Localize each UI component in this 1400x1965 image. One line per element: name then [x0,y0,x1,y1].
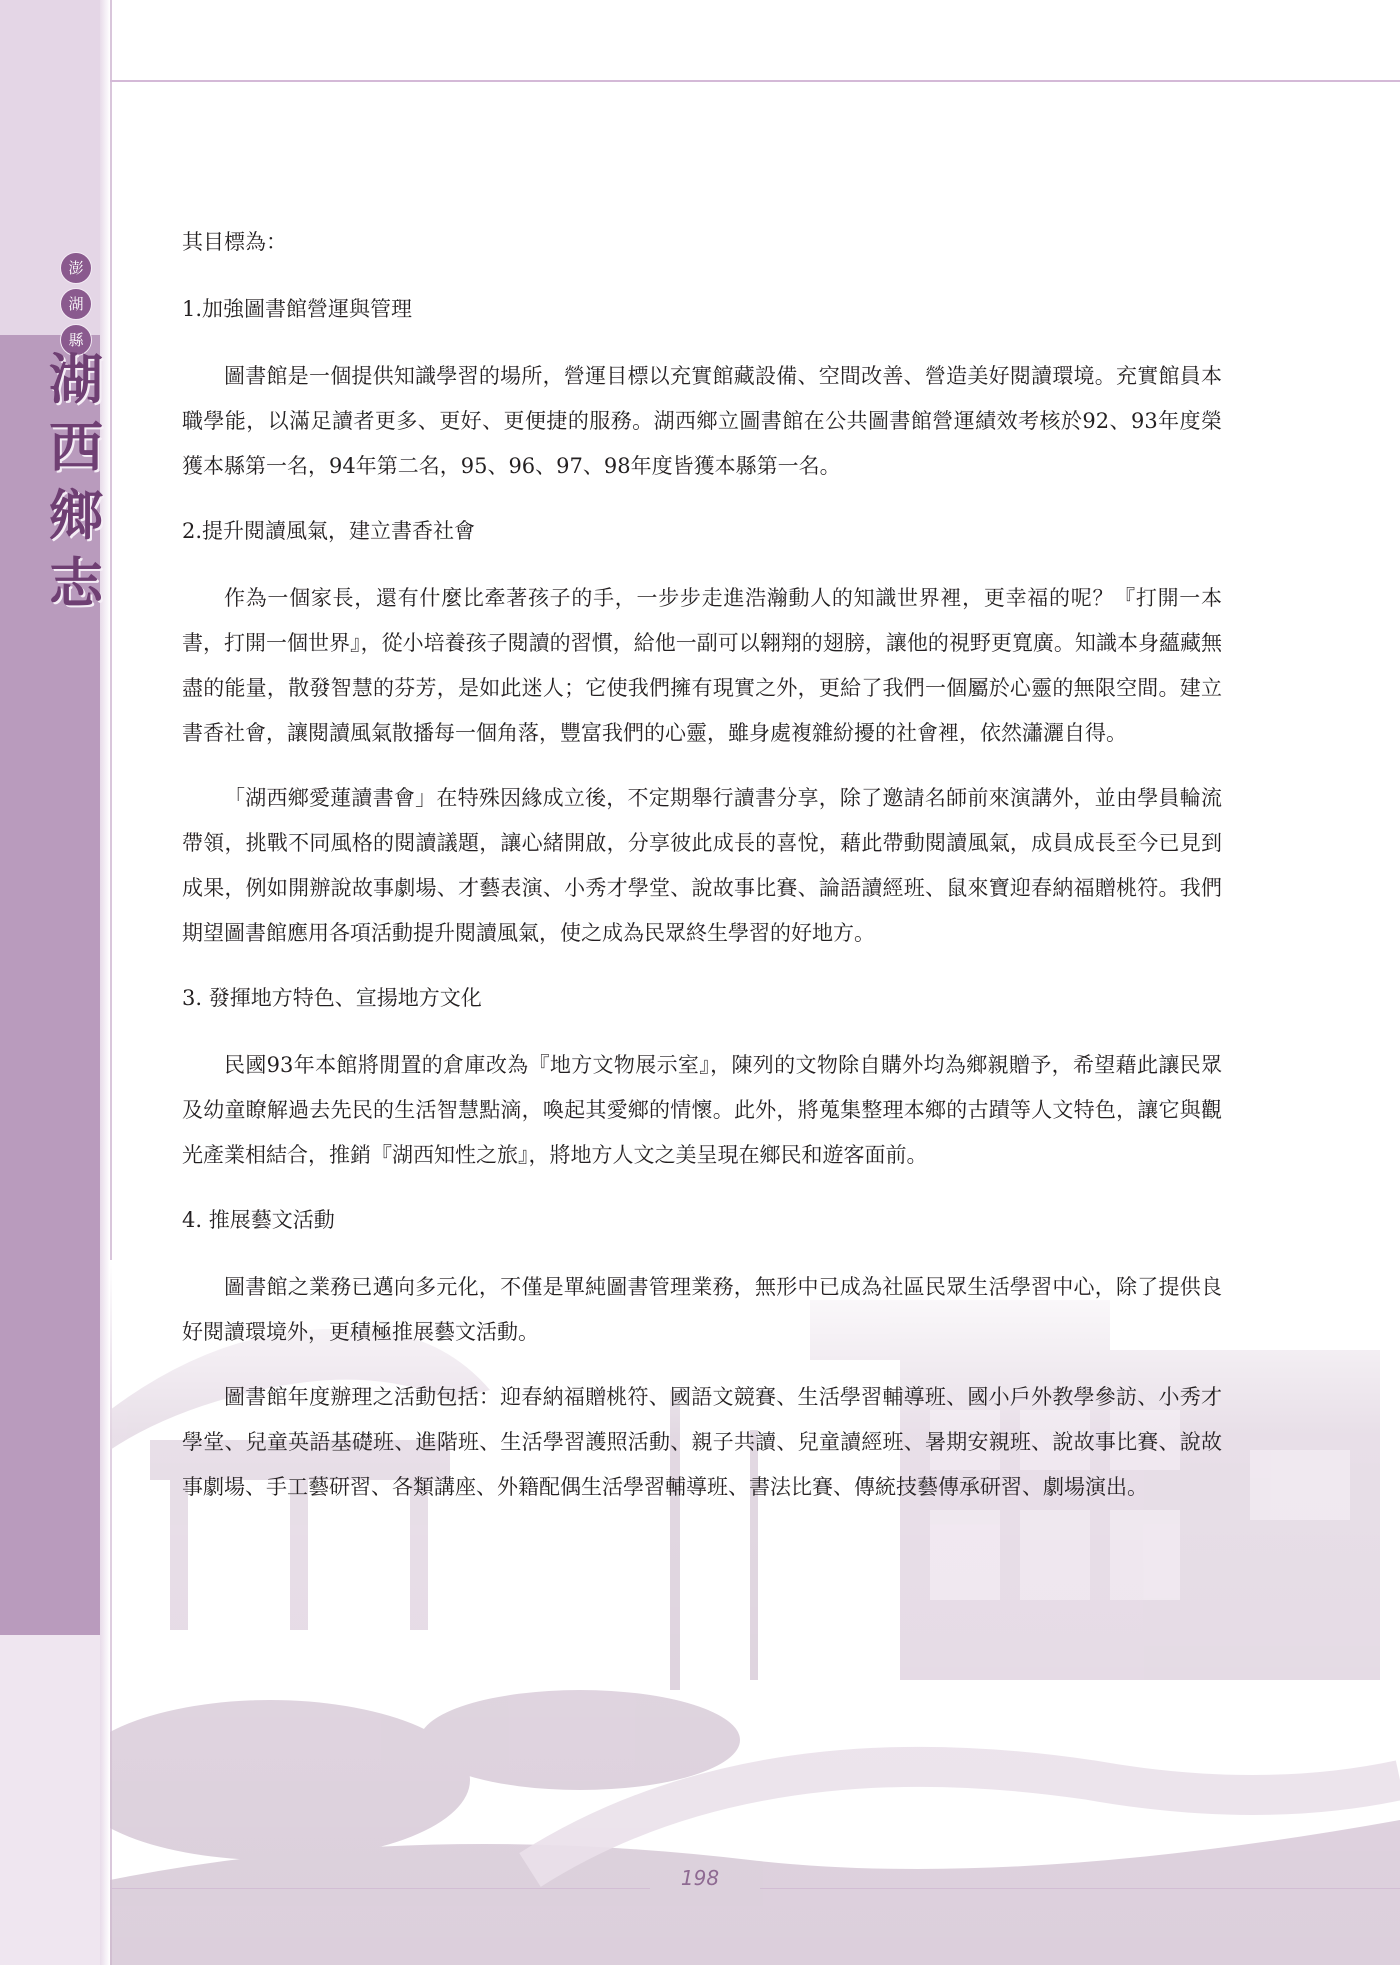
book-title-char: 志 [49,551,103,615]
paragraph: 「湖西鄉愛蓮讀書會」在特殊因緣成立後，不定期舉行讀書分享，除了邀請名師前來演講外，並由學員輪流帶領，挑戰不同風格的閱讀議題，讓心緒開啟，分享彼此成長的喜悅，藉此帶動閱讀風氣，成員成長至今已見到成果，例如開辦說故事劇場、才藝表演、小秀才學堂、說故事比賽、論語讀經班、鼠來寶迎春納福贈桃符。我們期望圖書館應用各項活動提升閱讀風氣，使之成為民眾終生學習的好地方。 [182,786,1222,945]
book-title-char: 西 [49,415,103,479]
paragraph: 作為一個家長，還有什麼比牽著孩子的手，一步步走進浩瀚動人的知識世界裡，更幸福的呢？『打開一本書，打開一個世界』，從小培養孩子閱讀的習慣，給他一副可以翱翔的翅膀，讓他的視野更寬廣。知識本身蘊藏無盡的能量，散發智慧的芬芳，是如此迷人；它使我們擁有現實之外，更給了我們一個屬於心靈的無限空間。建立書香社會，讓閱讀風氣散播每一個角落，豐富我們的心靈，雖身處複雜紛擾的社會裡，依然瀟灑自得。 [182,586,1222,745]
sidebar-edge-shade [100,0,110,1965]
page-number: 198 [680,1866,720,1890]
section-heading: 3. 發揮地方特色、宣揚地方文化 [182,986,482,1010]
main-text [182,220,1222,1530]
paragraph: 圖書館年度辦理之活動包括：迎春納福贈桃符、國語文競賽、生活學習輔導班、國小戶外教學參訪、小秀才學堂、兒童英語基礎班、進階班、生活學習護照活動、親子共讀、兒童讀經班、暑期安親班、說故事比賽、說故事劇場、手工藝研習、各類講座、外籍配偶生活學習輔導班、書法比賽、傳統技藝傳承研習、劇場演出。 [182,1385,1222,1499]
book-title-char: 湖 [49,347,103,411]
county-badge: 澎 [60,252,92,284]
book-title [44,345,108,617]
county-badge: 湖 [60,288,92,320]
book-title-char: 鄉 [49,483,103,547]
header-rule [110,80,1400,82]
county-badge: 縣 [60,324,92,356]
paragraph: 民國93年本館將閒置的倉庫改為『地方文物展示室』，陳列的文物除自購外均為鄉親贈予，希望藉此讓民眾及幼童瞭解過去先民的生活智慧點滴，喚起其愛鄉的情懷。此外，將蒐集整理本鄉的古蹟等人文特色，讓它與觀光產業相結合，推銷『湖西知性之旅』，將地方人文之美呈現在鄉民和遊客面前。 [182,1053,1222,1167]
county-badges [60,252,94,360]
paragraph: 圖書館是一個提供知識學習的場所，營運目標以充實館藏設備、空間改善、營造美好閱讀環境。充實館員本職學能，以滿足讀者更多、更好、更便捷的服務。湖西鄉立圖書館在公共圖書館營運績效考核於92、93年度榮獲本縣第一名，94年第二名，95、96、97、98年度皆獲本縣第一名。 [182,364,1222,478]
section-heading: 2.提升閱讀風氣，建立書香社會 [182,519,476,543]
section-heading: 1.加強圖書館營運與管理 [182,297,413,321]
intro-text: 其目標為： [182,230,287,254]
section-heading: 4. 推展藝文活動 [182,1208,335,1232]
paragraph: 圖書館之業務已邁向多元化，不僅是單純圖書管理業務，無形中已成為社區民眾生活學習中心，除了提供良好閱讀環境外，更積極推展藝文活動。 [182,1275,1222,1344]
